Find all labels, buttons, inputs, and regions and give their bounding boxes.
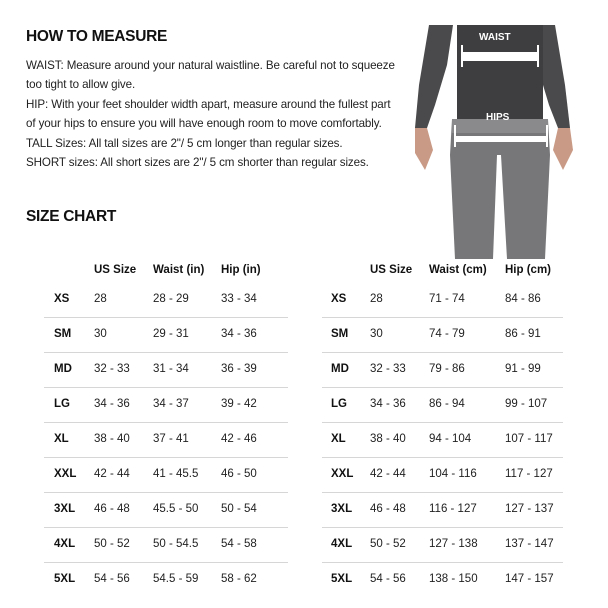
column-header: US Size [370, 264, 413, 276]
table-row [44, 563, 288, 598]
table-row [322, 528, 563, 563]
size-cell: 4XL [54, 538, 76, 550]
waist-cell: 79 - 86 [429, 363, 465, 375]
table-row [44, 318, 288, 353]
waist-cell: 104 - 116 [429, 468, 477, 480]
table-row [322, 318, 563, 353]
waist-cell: 127 - 138 [429, 538, 478, 550]
size-chart-title: SIZE CHART [26, 208, 117, 225]
waist-cell: 74 - 79 [429, 328, 465, 340]
instruction-line: SHORT sizes: All short sizes are 2"/ 5 cm shorter than regular sizes. [26, 156, 369, 170]
us-size-cell: 50 - 52 [94, 538, 130, 550]
table-row [44, 423, 288, 458]
waist-cell: 34 - 37 [153, 398, 189, 410]
us-size-cell: 42 - 44 [94, 468, 130, 480]
size-cell: 4XL [331, 538, 353, 550]
waist-cell: 94 - 104 [429, 433, 472, 445]
measure-instructions [26, 56, 406, 172]
hip-cell: 36 - 39 [221, 363, 257, 375]
instruction-line: of your hips to ensure you will have enough room to move comfortably. [26, 117, 382, 131]
hip-cell: 84 - 86 [505, 293, 541, 305]
size-cell: LG [331, 398, 347, 410]
size-cell: MD [54, 363, 72, 375]
table-row [322, 388, 563, 423]
hips-label: HIPS [486, 112, 510, 123]
us-size-cell: 42 - 44 [370, 468, 406, 480]
us-size-cell: 50 - 52 [370, 538, 406, 550]
us-size-cell: 34 - 36 [94, 398, 130, 410]
waist-cell: 31 - 34 [153, 363, 189, 375]
us-size-cell: 54 - 56 [370, 573, 406, 585]
size-cell: XS [54, 293, 70, 305]
size-cell: XXL [54, 468, 77, 480]
body-illustration [405, 25, 585, 259]
table-row [322, 283, 563, 318]
us-size-cell: 46 - 48 [94, 503, 130, 515]
size-cell: LG [54, 398, 70, 410]
table-row [322, 563, 563, 598]
us-size-cell: 46 - 48 [370, 503, 406, 515]
hip-cell: 54 - 58 [221, 538, 257, 550]
hip-cell: 107 - 117 [505, 433, 553, 445]
us-size-cell: 30 [370, 328, 383, 340]
hip-cell: 91 - 99 [505, 363, 541, 375]
table-row [44, 353, 288, 388]
us-size-cell: 32 - 33 [94, 363, 130, 375]
table-row [322, 493, 563, 528]
waist-label: WAIST [479, 32, 511, 43]
column-header: Waist (in) [153, 264, 205, 276]
waist-cell: 29 - 31 [153, 328, 189, 340]
instruction-line: HIP: With your feet shoulder width apart, measure around the fullest part [26, 97, 391, 111]
table-row [322, 423, 563, 458]
us-size-cell: 30 [94, 328, 107, 340]
size-cell: 3XL [331, 503, 353, 515]
waist-cell: 50 - 54.5 [153, 538, 199, 550]
hip-cell: 39 - 42 [221, 398, 257, 410]
us-size-cell: 28 [94, 293, 107, 305]
waist-cell: 28 - 29 [153, 293, 189, 305]
hip-cell: 46 - 50 [221, 468, 257, 480]
size-cell: SM [331, 328, 349, 340]
us-size-cell: 38 - 40 [94, 433, 130, 445]
instruction-line: WAIST: Measure around your natural waistline. Be careful not to squeeze [26, 59, 395, 72]
column-header: Hip (in) [221, 264, 261, 276]
waist-cell: 54.5 - 59 [153, 573, 199, 585]
instruction-line: TALL Sizes: All tall sizes are 2"/ 5 cm longer than regular sizes. [26, 136, 343, 150]
table-body [322, 283, 563, 598]
size-cell: SM [54, 328, 72, 340]
waist-cell: 37 - 41 [153, 433, 189, 445]
table-body [44, 283, 288, 598]
hip-cell: 147 - 157 [505, 573, 554, 585]
hip-cell: 86 - 91 [505, 328, 541, 340]
column-header: Hip (cm) [505, 264, 551, 276]
size-cell: XL [54, 433, 69, 445]
table-row [44, 458, 288, 493]
us-size-cell: 38 - 40 [370, 433, 406, 445]
hip-cell: 127 - 137 [505, 503, 554, 515]
us-size-cell: 32 - 33 [370, 363, 406, 375]
hip-cell: 50 - 54 [221, 503, 257, 515]
waist-cell: 41 - 45.5 [153, 468, 199, 480]
waist-cell: 116 - 127 [429, 503, 477, 515]
hip-cell: 33 - 34 [221, 293, 257, 305]
waist-cell: 138 - 150 [429, 573, 478, 585]
size-cell: 3XL [54, 503, 76, 515]
size-cell: XXL [331, 468, 354, 480]
column-header: US Size [94, 264, 137, 276]
size-cell: XL [331, 433, 346, 445]
table-row [322, 458, 563, 493]
table-row [322, 353, 563, 388]
table-row [44, 493, 288, 528]
hip-cell: 58 - 62 [221, 573, 257, 585]
size-cell: 5XL [54, 573, 76, 585]
size-cell: XS [331, 293, 347, 305]
size-cell: 5XL [331, 573, 353, 585]
how-to-measure-title: HOW TO MEASURE [26, 28, 168, 45]
hip-cell: 34 - 36 [221, 328, 257, 340]
instruction-line: too tight to allow give. [26, 78, 136, 92]
hip-cell: 137 - 147 [505, 538, 554, 550]
us-size-cell: 34 - 36 [370, 398, 406, 410]
us-size-cell: 54 - 56 [94, 573, 130, 585]
waist-cell: 86 - 94 [429, 398, 465, 410]
column-header: Waist (cm) [429, 264, 487, 276]
table-row [44, 528, 288, 563]
size-cell: MD [331, 363, 349, 375]
table-row [44, 388, 288, 423]
us-size-cell: 28 [370, 293, 383, 305]
hip-cell: 42 - 46 [221, 433, 257, 445]
waist-cell: 71 - 74 [429, 293, 465, 305]
measurement-figure [405, 25, 585, 259]
table-row [44, 283, 288, 318]
hip-cell: 99 - 107 [505, 398, 548, 410]
hip-cell: 117 - 127 [505, 468, 553, 480]
waist-cell: 45.5 - 50 [153, 503, 199, 515]
